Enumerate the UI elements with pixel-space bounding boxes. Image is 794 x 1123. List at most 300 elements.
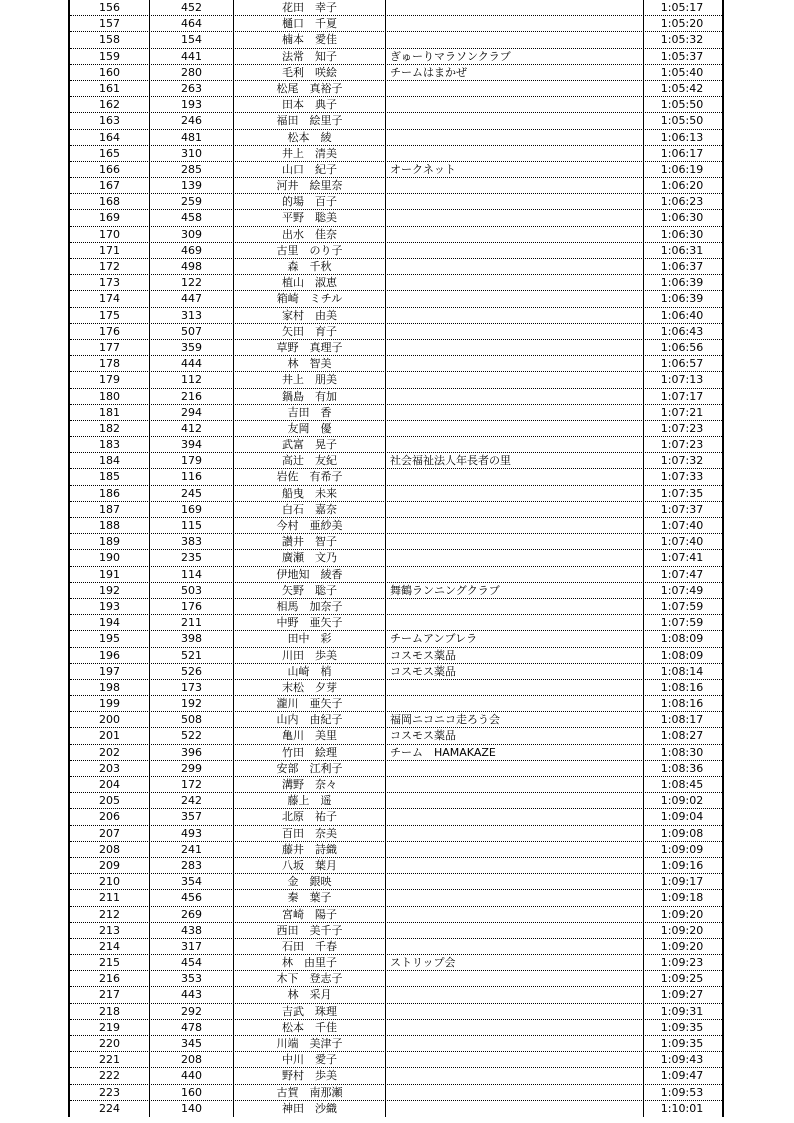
- table-row: [70, 275, 722, 291]
- team-name-cell: [386, 599, 644, 614]
- finish-time-cell: 1:07:40: [660, 535, 704, 549]
- bib-number-cell: 398: [150, 631, 234, 646]
- bib-number-cell: 154: [150, 32, 234, 47]
- finish-time-cell: 1:05:37: [660, 49, 704, 63]
- finish-time-cell: 1:06:40: [660, 308, 704, 322]
- rank-cell: 156: [70, 0, 150, 15]
- table-row: [70, 826, 722, 842]
- table-row: [70, 728, 722, 744]
- rank-cell: 213: [70, 923, 150, 938]
- finish-time-cell: 1:09:27: [660, 988, 704, 1002]
- team-name-cell: [386, 809, 644, 824]
- runner-name-cell: 神田 沙織: [234, 1101, 386, 1117]
- bib-number-cell: 353: [150, 971, 234, 986]
- table-row: [70, 356, 722, 372]
- rank-cell: 220: [70, 1036, 150, 1051]
- bib-number-cell: 122: [150, 275, 234, 290]
- table-row: [70, 16, 722, 32]
- team-name-cell: [386, 502, 644, 517]
- finish-time-cell: 1:09:17: [660, 875, 704, 889]
- runner-name-cell: 中川 愛子: [234, 1052, 386, 1067]
- rank-cell: 174: [70, 291, 150, 306]
- bib-number-cell: 160: [150, 1085, 234, 1100]
- table-row: [70, 1020, 722, 1036]
- rank-cell: 166: [70, 162, 150, 177]
- runner-name-cell: 石田 千春: [234, 939, 386, 954]
- team-name-cell: [386, 680, 644, 695]
- team-name-cell: [386, 130, 644, 145]
- team-name-cell: [386, 243, 644, 258]
- rank-cell: 187: [70, 502, 150, 517]
- team-name-cell: [386, 793, 644, 808]
- bib-number-cell: 396: [150, 745, 234, 760]
- team-name-cell: [386, 356, 644, 371]
- bib-number-cell: 493: [150, 826, 234, 841]
- runner-name-cell: 矢野 聡子: [234, 583, 386, 598]
- bib-number-cell: 269: [150, 907, 234, 922]
- bib-number-cell: 140: [150, 1101, 234, 1117]
- team-name-cell: [386, 437, 644, 452]
- table-row: [70, 955, 722, 971]
- finish-time-cell: 1:10:01: [660, 1101, 704, 1115]
- finish-time-cell: 1:05:20: [660, 17, 704, 31]
- runner-name-cell: 松本 千佳: [234, 1020, 386, 1035]
- finish-time-cell: 1:09:20: [660, 923, 704, 937]
- rank-cell: 218: [70, 1004, 150, 1019]
- runner-name-cell: 宮崎 陽子: [234, 907, 386, 922]
- finish-time-cell: 1:07:35: [660, 486, 704, 500]
- finish-time-cell: 1:07:13: [660, 373, 704, 387]
- runner-name-cell: 箱崎 ミチル: [234, 291, 386, 306]
- finish-time-cell: 1:07:17: [660, 389, 704, 403]
- team-name-cell: [386, 890, 644, 905]
- table-row: [70, 550, 722, 566]
- finish-time-cell: 1:09:43: [660, 1053, 704, 1067]
- team-name-cell: [386, 0, 644, 15]
- runner-name-cell: 植山 淑恵: [234, 275, 386, 290]
- runner-name-cell: 川端 美津子: [234, 1036, 386, 1051]
- bib-number-cell: 193: [150, 97, 234, 112]
- runner-name-cell: 花田 幸子: [234, 0, 386, 15]
- table-row: [70, 130, 722, 146]
- team-name-cell: [386, 615, 644, 630]
- runner-name-cell: 井上 清美: [234, 146, 386, 161]
- table-row: [70, 842, 722, 858]
- table-row: [70, 502, 722, 518]
- finish-time-cell: 1:09:53: [660, 1085, 704, 1099]
- table-row: [70, 372, 722, 388]
- bib-number-cell: 440: [150, 1068, 234, 1083]
- team-name-cell: [386, 372, 644, 387]
- rank-cell: 179: [70, 372, 150, 387]
- bib-number-cell: 317: [150, 939, 234, 954]
- rank-cell: 202: [70, 745, 150, 760]
- team-name-cell: [386, 1052, 644, 1067]
- runner-name-cell: 今村 亜紗美: [234, 518, 386, 533]
- bib-number-cell: 173: [150, 680, 234, 695]
- bib-number-cell: 447: [150, 291, 234, 306]
- rank-cell: 197: [70, 664, 150, 679]
- table-row: [70, 146, 722, 162]
- runner-name-cell: 藤上 遥: [234, 793, 386, 808]
- rank-cell: 157: [70, 16, 150, 31]
- table-row: [70, 324, 722, 340]
- finish-time-cell: 1:09:31: [660, 1004, 704, 1018]
- bib-number-cell: 114: [150, 567, 234, 582]
- table-row: [70, 793, 722, 809]
- runner-name-cell: 福田 絵里子: [234, 113, 386, 128]
- runner-name-cell: 松本 綾: [234, 130, 386, 145]
- rank-cell: 205: [70, 793, 150, 808]
- rank-cell: 190: [70, 550, 150, 565]
- rank-cell: 171: [70, 243, 150, 258]
- team-name-cell: [386, 550, 644, 565]
- runner-name-cell: 伊地知 綾香: [234, 567, 386, 582]
- runner-name-cell: 讃井 智子: [234, 534, 386, 549]
- finish-time-cell: 1:08:36: [660, 761, 704, 775]
- finish-time-cell: 1:07:59: [660, 599, 704, 613]
- bib-number-cell: 458: [150, 210, 234, 225]
- runner-name-cell: 野村 歩美: [234, 1068, 386, 1083]
- team-name-cell: [386, 210, 644, 225]
- team-name-cell: [386, 923, 644, 938]
- table-row: [70, 421, 722, 437]
- bib-number-cell: 211: [150, 615, 234, 630]
- rank-cell: 204: [70, 777, 150, 792]
- runner-name-cell: 吉武 珠理: [234, 1004, 386, 1019]
- team-name-cell: [386, 567, 644, 582]
- bib-number-cell: 285: [150, 162, 234, 177]
- table-row: [70, 259, 722, 275]
- table-row: [70, 308, 722, 324]
- rank-cell: 194: [70, 615, 150, 630]
- runner-name-cell: 相馬 加奈子: [234, 599, 386, 614]
- team-name-cell: [386, 1085, 644, 1100]
- rank-cell: 165: [70, 146, 150, 161]
- rank-cell: 164: [70, 130, 150, 145]
- table-row: [70, 874, 722, 890]
- runner-name-cell: 亀川 美里: [234, 728, 386, 743]
- table-row: [70, 1052, 722, 1068]
- table-row: [70, 777, 722, 793]
- table-row: [70, 518, 722, 534]
- runner-name-cell: 武富 晃子: [234, 437, 386, 452]
- table-row: [70, 761, 722, 777]
- bib-number-cell: 394: [150, 437, 234, 452]
- rank-cell: 217: [70, 987, 150, 1002]
- table-row: [70, 65, 722, 81]
- runner-name-cell: 廣瀬 文乃: [234, 550, 386, 565]
- team-name-cell: コスモス薬品: [386, 664, 644, 679]
- finish-time-cell: 1:05:50: [660, 98, 704, 112]
- team-name-cell: [386, 178, 644, 193]
- rank-cell: 196: [70, 648, 150, 663]
- finish-time-cell: 1:09:02: [660, 794, 704, 808]
- rank-cell: 161: [70, 81, 150, 96]
- bib-number-cell: 283: [150, 858, 234, 873]
- runner-name-cell: 竹田 絵理: [234, 745, 386, 760]
- runner-name-cell: 安部 江利子: [234, 761, 386, 776]
- runner-name-cell: 出水 佳奈: [234, 227, 386, 242]
- team-name-cell: コスモス薬品: [386, 648, 644, 663]
- bib-number-cell: 469: [150, 243, 234, 258]
- team-name-cell: [386, 1036, 644, 1051]
- runner-name-cell: 吉田 香: [234, 405, 386, 420]
- rank-cell: 172: [70, 259, 150, 274]
- runner-name-cell: 藤井 詩織: [234, 842, 386, 857]
- rank-cell: 184: [70, 453, 150, 468]
- bib-number-cell: 116: [150, 469, 234, 484]
- rank-cell: 206: [70, 809, 150, 824]
- runner-name-cell: 中野 亜矢子: [234, 615, 386, 630]
- table-row: [70, 340, 722, 356]
- finish-time-cell: 1:06:17: [660, 146, 704, 160]
- finish-time-cell: 1:07:40: [660, 519, 704, 532]
- table-row: [70, 97, 722, 113]
- team-name-cell: [386, 291, 644, 306]
- team-name-cell: 舞鶴ランニングクラブ: [386, 583, 644, 598]
- bib-number-cell: 452: [150, 0, 234, 15]
- table-row: [70, 615, 722, 631]
- team-name-cell: [386, 696, 644, 711]
- runner-name-cell: 百田 奈美: [234, 826, 386, 841]
- rank-cell: 224: [70, 1101, 150, 1117]
- finish-time-cell: 1:06:37: [660, 260, 704, 273]
- rank-cell: 215: [70, 955, 150, 970]
- runner-name-cell: 毛利 咲絵: [234, 65, 386, 80]
- runner-name-cell: 矢田 育子: [234, 324, 386, 339]
- table-row: [70, 567, 722, 583]
- runner-name-cell: 森 千秋: [234, 259, 386, 274]
- rank-cell: 185: [70, 469, 150, 484]
- finish-time-cell: 1:08:09: [660, 648, 704, 662]
- table-row: [70, 243, 722, 259]
- rank-cell: 189: [70, 534, 150, 549]
- bib-number-cell: 259: [150, 194, 234, 209]
- finish-time-cell: 1:06:20: [660, 179, 704, 193]
- runner-name-cell: 高辻 友紀: [234, 453, 386, 468]
- runner-name-cell: 西田 美千子: [234, 923, 386, 938]
- bib-number-cell: 235: [150, 550, 234, 565]
- finish-time-cell: 1:09:35: [660, 1020, 704, 1034]
- finish-time-cell: 1:08:30: [660, 745, 704, 759]
- table-row: [70, 453, 722, 469]
- rank-cell: 181: [70, 405, 150, 420]
- bib-number-cell: 172: [150, 777, 234, 792]
- table-row: [70, 599, 722, 615]
- team-name-cell: [386, 858, 644, 873]
- bib-number-cell: 192: [150, 696, 234, 711]
- runner-name-cell: 末松 夕芽: [234, 680, 386, 695]
- finish-time-cell: 1:09:25: [660, 972, 704, 986]
- table-row: [70, 0, 722, 16]
- table-row: [70, 809, 722, 825]
- bib-number-cell: 292: [150, 1004, 234, 1019]
- team-name-cell: [386, 534, 644, 549]
- finish-time-cell: 1:09:20: [660, 907, 704, 921]
- rank-cell: 199: [70, 696, 150, 711]
- runner-name-cell: 川田 歩美: [234, 648, 386, 663]
- team-name-cell: [386, 389, 644, 404]
- finish-time-cell: 1:09:09: [660, 842, 704, 856]
- rank-cell: 210: [70, 874, 150, 889]
- rank-cell: 214: [70, 939, 150, 954]
- table-row: [70, 113, 722, 129]
- finish-time-cell: 1:09:16: [660, 858, 704, 872]
- rank-cell: 207: [70, 826, 150, 841]
- rank-cell: 173: [70, 275, 150, 290]
- results-table: [68, 0, 724, 1117]
- bib-number-cell: 441: [150, 49, 234, 64]
- team-name-cell: [386, 16, 644, 31]
- team-name-cell: [386, 907, 644, 922]
- runner-name-cell: 井上 朋美: [234, 372, 386, 387]
- runner-name-cell: 山崎 梢: [234, 664, 386, 679]
- rank-cell: 198: [70, 680, 150, 695]
- table-row: [70, 890, 722, 906]
- rank-cell: 160: [70, 65, 150, 80]
- bib-number-cell: 280: [150, 65, 234, 80]
- table-row: [70, 858, 722, 874]
- bib-number-cell: 444: [150, 356, 234, 371]
- table-row: [70, 923, 722, 939]
- team-name-cell: チームアンブレラ: [386, 631, 644, 646]
- finish-time-cell: 1:08:16: [660, 680, 704, 694]
- bib-number-cell: 357: [150, 809, 234, 824]
- bib-number-cell: 522: [150, 728, 234, 743]
- finish-time-cell: 1:08:27: [660, 729, 704, 743]
- team-name-cell: [386, 146, 644, 161]
- table-row: [70, 1004, 722, 1020]
- team-name-cell: [386, 777, 644, 792]
- runner-name-cell: 岩佐 有希子: [234, 469, 386, 484]
- team-name-cell: 社会福祉法人年長者の里: [386, 453, 644, 468]
- bib-number-cell: 503: [150, 583, 234, 598]
- table-row: [70, 1085, 722, 1101]
- team-name-cell: [386, 32, 644, 47]
- table-row: [70, 291, 722, 307]
- rank-cell: 176: [70, 324, 150, 339]
- bib-number-cell: 438: [150, 923, 234, 938]
- finish-time-cell: 1:05:50: [660, 114, 704, 128]
- rank-cell: 183: [70, 437, 150, 452]
- rank-cell: 168: [70, 194, 150, 209]
- team-name-cell: [386, 1020, 644, 1035]
- runner-name-cell: 法常 知子: [234, 49, 386, 64]
- rank-cell: 175: [70, 308, 150, 323]
- table-row: [70, 194, 722, 210]
- runner-name-cell: 家村 由美: [234, 308, 386, 323]
- finish-time-cell: 1:07:41: [660, 551, 704, 565]
- runner-name-cell: 木下 登志子: [234, 971, 386, 986]
- runner-name-cell: 平野 聡美: [234, 210, 386, 225]
- team-name-cell: [386, 421, 644, 436]
- bib-number-cell: 508: [150, 712, 234, 727]
- table-row: [70, 389, 722, 405]
- table-row: [70, 437, 722, 453]
- finish-time-cell: 1:05:42: [660, 81, 704, 95]
- rank-cell: 182: [70, 421, 150, 436]
- runner-name-cell: 秦 葉子: [234, 890, 386, 905]
- finish-time-cell: 1:06:23: [660, 195, 704, 209]
- finish-time-cell: 1:06:39: [660, 292, 704, 306]
- runner-name-cell: 瀧川 亜矢子: [234, 696, 386, 711]
- rank-cell: 159: [70, 49, 150, 64]
- runner-name-cell: 楠本 愛佳: [234, 32, 386, 47]
- rank-cell: 163: [70, 113, 150, 128]
- team-name-cell: [386, 1101, 644, 1117]
- finish-time-cell: 1:08:14: [660, 664, 704, 678]
- team-name-cell: [386, 405, 644, 420]
- table-row: [70, 907, 722, 923]
- rank-cell: 180: [70, 389, 150, 404]
- table-row: [70, 1036, 722, 1052]
- table-row: [70, 178, 722, 194]
- rank-cell: 203: [70, 761, 150, 776]
- finish-time-cell: 1:09:35: [660, 1037, 704, 1050]
- runner-name-cell: 北原 祐子: [234, 809, 386, 824]
- rank-cell: 170: [70, 227, 150, 242]
- runner-name-cell: 松尾 真裕子: [234, 81, 386, 96]
- runner-name-cell: 林 由里子: [234, 955, 386, 970]
- finish-time-cell: 1:06:30: [660, 227, 704, 241]
- finish-time-cell: 1:06:57: [660, 357, 704, 371]
- runner-name-cell: 溝野 奈々: [234, 777, 386, 792]
- table-row: [70, 1101, 722, 1117]
- bib-number-cell: 354: [150, 874, 234, 889]
- rank-cell: 167: [70, 178, 150, 193]
- team-name-cell: オークネット: [386, 162, 644, 177]
- bib-number-cell: 526: [150, 664, 234, 679]
- finish-time-cell: 1:08:45: [660, 778, 704, 791]
- finish-time-cell: 1:09:08: [660, 826, 704, 840]
- runner-name-cell: 山内 由紀子: [234, 712, 386, 727]
- table-row: [70, 227, 722, 243]
- finish-time-cell: 1:09:04: [660, 810, 704, 824]
- bib-number-cell: 241: [150, 842, 234, 857]
- team-name-cell: ぎゅーりマラソンクラブ: [386, 49, 644, 64]
- team-name-cell: コスモス薬品: [386, 728, 644, 743]
- rank-cell: 221: [70, 1052, 150, 1067]
- bib-number-cell: 481: [150, 130, 234, 145]
- team-name-cell: [386, 761, 644, 776]
- rank-cell: 191: [70, 567, 150, 582]
- rank-cell: 223: [70, 1085, 150, 1100]
- bib-number-cell: 245: [150, 486, 234, 501]
- bib-number-cell: 464: [150, 16, 234, 31]
- team-name-cell: [386, 987, 644, 1002]
- finish-time-cell: 1:09:23: [660, 956, 704, 970]
- finish-time-cell: 1:07:32: [660, 454, 704, 468]
- bib-number-cell: 208: [150, 1052, 234, 1067]
- bib-number-cell: 521: [150, 648, 234, 663]
- rank-cell: 222: [70, 1068, 150, 1083]
- rank-cell: 212: [70, 907, 150, 922]
- table-row: [70, 987, 722, 1003]
- table-row: [70, 648, 722, 664]
- bib-number-cell: 345: [150, 1036, 234, 1051]
- finish-time-cell: 1:07:23: [660, 421, 704, 435]
- team-name-cell: [386, 275, 644, 290]
- finish-time-cell: 1:08:09: [660, 632, 704, 646]
- runner-name-cell: 田中 彩: [234, 631, 386, 646]
- table-row: [70, 162, 722, 178]
- bib-number-cell: 242: [150, 793, 234, 808]
- bib-number-cell: 310: [150, 146, 234, 161]
- rank-cell: 158: [70, 32, 150, 47]
- team-name-cell: [386, 469, 644, 484]
- finish-time-cell: 1:06:39: [660, 276, 704, 290]
